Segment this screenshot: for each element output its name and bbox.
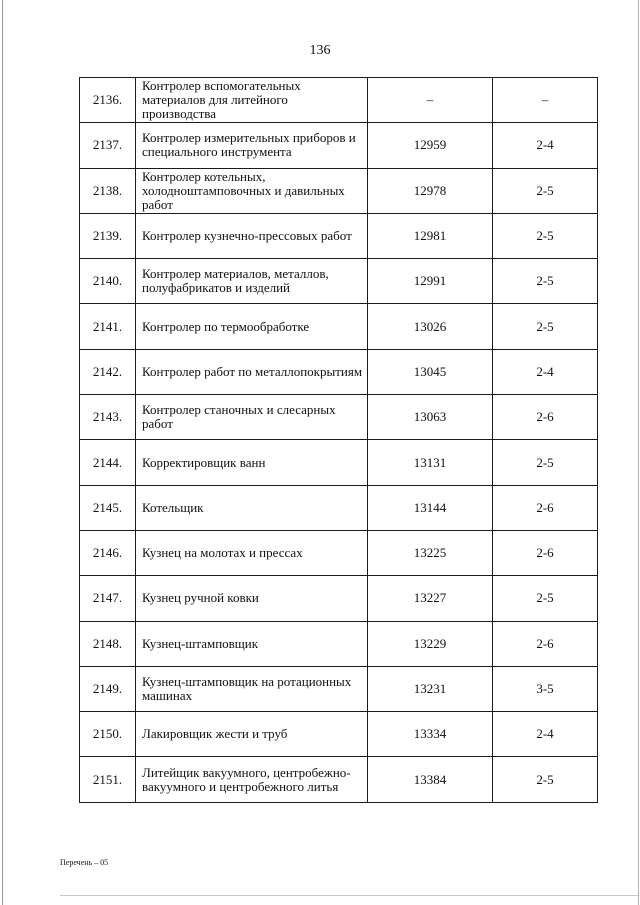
profession-code: 12978 <box>368 168 493 213</box>
footer-note: Перечень – 05 <box>60 858 109 867</box>
grade-range: 2-4 <box>493 123 598 168</box>
table-row <box>80 304 598 349</box>
profession-code: 12959 <box>368 123 493 168</box>
row-number: 2145. <box>80 485 136 530</box>
table-row <box>80 530 598 575</box>
profession-code: 12991 <box>368 259 493 304</box>
table-row <box>80 712 598 757</box>
page-number: 136 <box>309 43 331 58</box>
profession-name: Кузнец на молотах и прессах <box>136 530 368 575</box>
table-row <box>80 576 598 621</box>
profession-name: Контролер вспомогательных материалов для литейного производства <box>136 78 368 123</box>
profession-name: Кузнец-штамповщик на ротационных машинах <box>136 666 368 711</box>
row-number: 2150. <box>80 712 136 757</box>
table-row <box>80 666 598 711</box>
row-number: 2146. <box>80 530 136 575</box>
profession-name: Кузнец ручной ковки <box>136 576 368 621</box>
row-number: 2138. <box>80 168 136 213</box>
grade-range: 2-5 <box>493 259 598 304</box>
profession-code: – <box>368 78 493 123</box>
profession-code: 13229 <box>368 621 493 666</box>
grade-range: 2-6 <box>493 485 598 530</box>
profession-code: 13384 <box>368 757 493 802</box>
row-number: 2147. <box>80 576 136 621</box>
profession-code: 13026 <box>368 304 493 349</box>
table-row <box>80 213 598 258</box>
grade-range: 2-5 <box>493 304 598 349</box>
row-number: 2139. <box>80 213 136 258</box>
row-number: 2148. <box>80 621 136 666</box>
grade-range: 2-5 <box>493 168 598 213</box>
table-row <box>80 757 598 802</box>
profession-code: 13144 <box>368 485 493 530</box>
profession-code: 13227 <box>368 576 493 621</box>
row-number: 2137. <box>80 123 136 168</box>
grade-range: 2-5 <box>493 576 598 621</box>
row-number: 2143. <box>80 395 136 440</box>
table-row <box>80 621 598 666</box>
profession-name: Контролер измерительных приборов и специального инструмента <box>136 123 368 168</box>
table-row <box>80 259 598 304</box>
scan-edge-left <box>2 0 3 905</box>
profession-name: Контролер котельных, холодноштамповочных и давильных работ <box>136 168 368 213</box>
grade-range: – <box>493 78 598 123</box>
row-number: 2149. <box>80 666 136 711</box>
grade-range: 2-6 <box>493 530 598 575</box>
profession-table <box>79 77 598 803</box>
profession-code: 13045 <box>368 349 493 394</box>
profession-code: 13131 <box>368 440 493 485</box>
profession-name: Котельщик <box>136 485 368 530</box>
scan-edge-bottom <box>60 895 638 896</box>
profession-code: 12981 <box>368 213 493 258</box>
profession-code: 13334 <box>368 712 493 757</box>
row-number: 2151. <box>80 757 136 802</box>
profession-name: Контролер материалов, металлов, полуфабрикатов и изделий <box>136 259 368 304</box>
profession-name: Контролер кузнечно-прессовых работ <box>136 213 368 258</box>
table-row <box>80 123 598 168</box>
profession-name: Литейщик вакуумного, центробежно-вакуумного и центробежного литья <box>136 757 368 802</box>
table-row <box>80 395 598 440</box>
grade-range: 2-5 <box>493 440 598 485</box>
scan-edge-right <box>638 0 639 905</box>
row-number: 2142. <box>80 349 136 394</box>
profession-name: Кузнец-штамповщик <box>136 621 368 666</box>
profession-table-body <box>80 78 598 803</box>
profession-name: Лакировщик жести и труб <box>136 712 368 757</box>
grade-range: 2-6 <box>493 395 598 440</box>
profession-code: 13225 <box>368 530 493 575</box>
profession-name: Контролер по термообработке <box>136 304 368 349</box>
table-row <box>80 349 598 394</box>
row-number: 2140. <box>80 259 136 304</box>
grade-range: 3-5 <box>493 666 598 711</box>
table-row <box>80 78 598 123</box>
table-row <box>80 485 598 530</box>
row-number: 2144. <box>80 440 136 485</box>
row-number: 2136. <box>80 78 136 123</box>
profession-name: Контролер работ по металлопокрытиям <box>136 349 368 394</box>
grade-range: 2-5 <box>493 757 598 802</box>
grade-range: 2-4 <box>493 349 598 394</box>
table-row <box>80 168 598 213</box>
row-number: 2141. <box>80 304 136 349</box>
grade-range: 2-6 <box>493 621 598 666</box>
profession-code: 13063 <box>368 395 493 440</box>
profession-code: 13231 <box>368 666 493 711</box>
profession-name: Контролер станочных и слесарных работ <box>136 395 368 440</box>
grade-range: 2-4 <box>493 712 598 757</box>
profession-name: Корректировщик ванн <box>136 440 368 485</box>
grade-range: 2-5 <box>493 213 598 258</box>
table-row <box>80 440 598 485</box>
